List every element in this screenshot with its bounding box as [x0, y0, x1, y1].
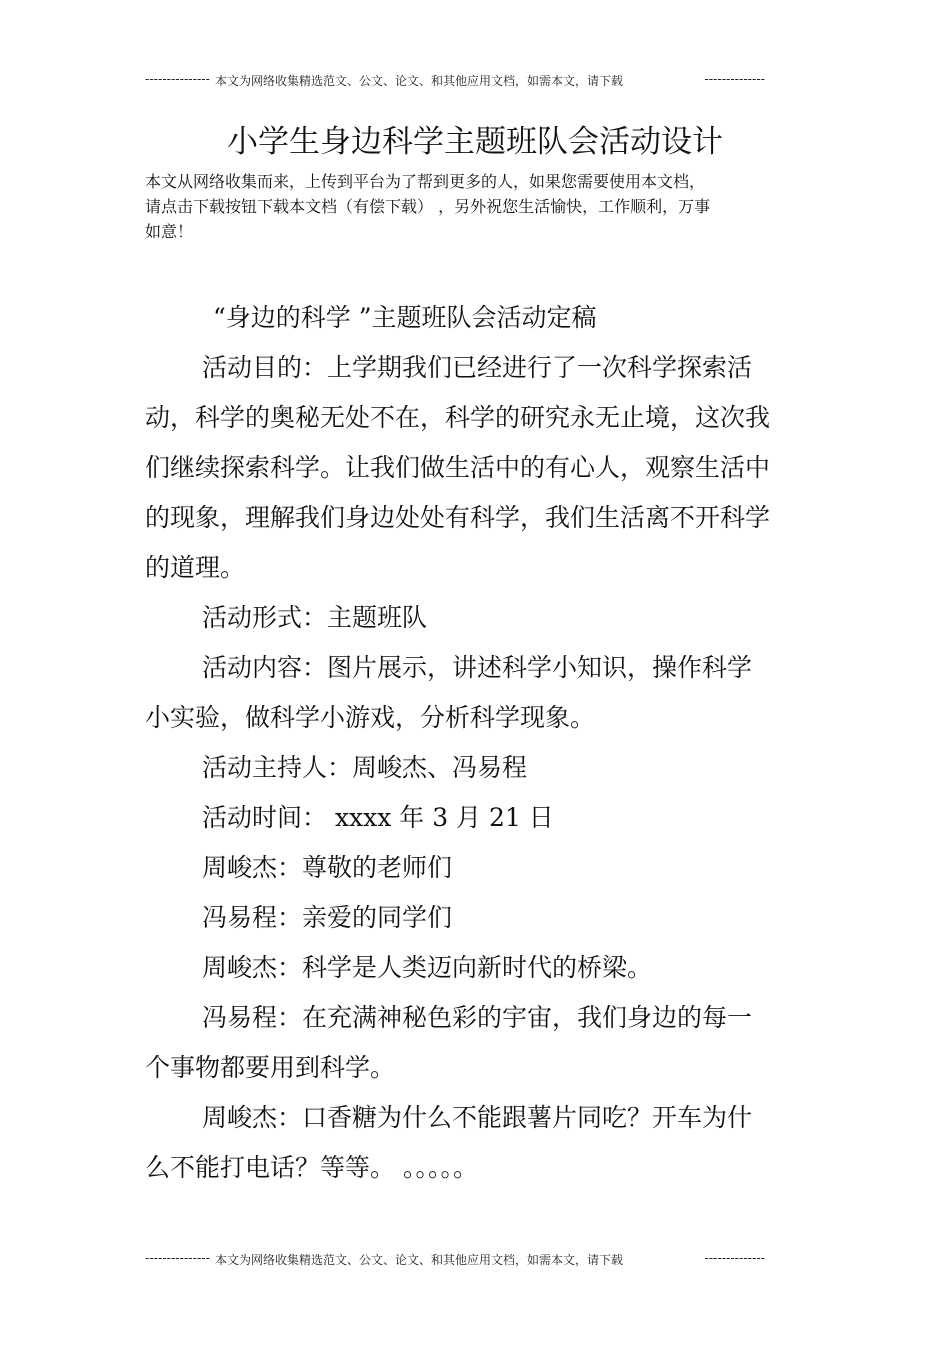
paragraph-form: 活动形式：主题班队	[202, 603, 428, 632]
page-footer	[145, 1251, 765, 1271]
intro-line: 请点击下载按钮下载本文档（有偿下载） ，另外祝您生活愉快，工作顺利，万事	[145, 197, 711, 216]
header-text: 本文为网络收集精选范文、公文、论文、和其他应用文档，如需本文，请下载	[215, 74, 624, 88]
paragraph-purpose: 活动目的：上学期我们已经进行了一次科学探索活动，科学的奥秘无处不在，科学的研究永无止境，这次我们继续探索科学。让我们做生活中的有心人，观察生活中的现象，理解我们身边处处有科学，我们生活离不开科学的道理。	[145, 353, 771, 582]
header-dash-left: ---------------	[145, 72, 210, 86]
document-title: 小学生身边科学主题班队会活动设计	[227, 124, 723, 160]
dialogue-line: 周峻杰：尊敬的老师们	[202, 853, 453, 882]
paragraph-hosts: 活动主持人：周峻杰、冯易程	[202, 753, 528, 782]
intro-line: 本文从网络收集而来，上传到平台为了帮到更多的人，如果您需要使用本文档，	[145, 172, 706, 191]
dialogue-line: 冯易程：在充满神秘色彩的宇宙，我们身边的每一个事物都要用到科学。	[145, 1003, 753, 1082]
footer-dash-left: ---------------	[145, 1251, 210, 1265]
document-body	[145, 293, 770, 1193]
dialogue-line: 周峻杰：科学是人类迈向新时代的桥梁。	[202, 953, 653, 982]
footer-dash-right: --------------	[704, 1251, 765, 1265]
page-header	[145, 72, 765, 92]
dialogue-line: 周峻杰：口香糖为什么不能跟薯片同吃？开车为什么不能打电话？等等。 。。。。。	[145, 1103, 753, 1182]
paragraph-content: 活动内容：图片展示，讲述科学小知识，操作科学小实验，做科学小游戏，分析科学现象。	[145, 653, 753, 732]
intro-line: 如意！	[145, 222, 194, 241]
paragraph-time: 活动时间： xxxx 年 3 月 21 日	[202, 803, 554, 832]
dialogue-line: 冯易程：亲爱的同学们	[202, 903, 453, 932]
header-dash-right: --------------	[704, 72, 765, 86]
intro-notice	[145, 169, 790, 244]
section-subtitle: “身边的科学 ”主题班队会活动定稿	[213, 303, 597, 332]
footer-text: 本文为网络收集精选范文、公文、论文、和其他应用文档，如需本文，请下载	[215, 1253, 624, 1267]
